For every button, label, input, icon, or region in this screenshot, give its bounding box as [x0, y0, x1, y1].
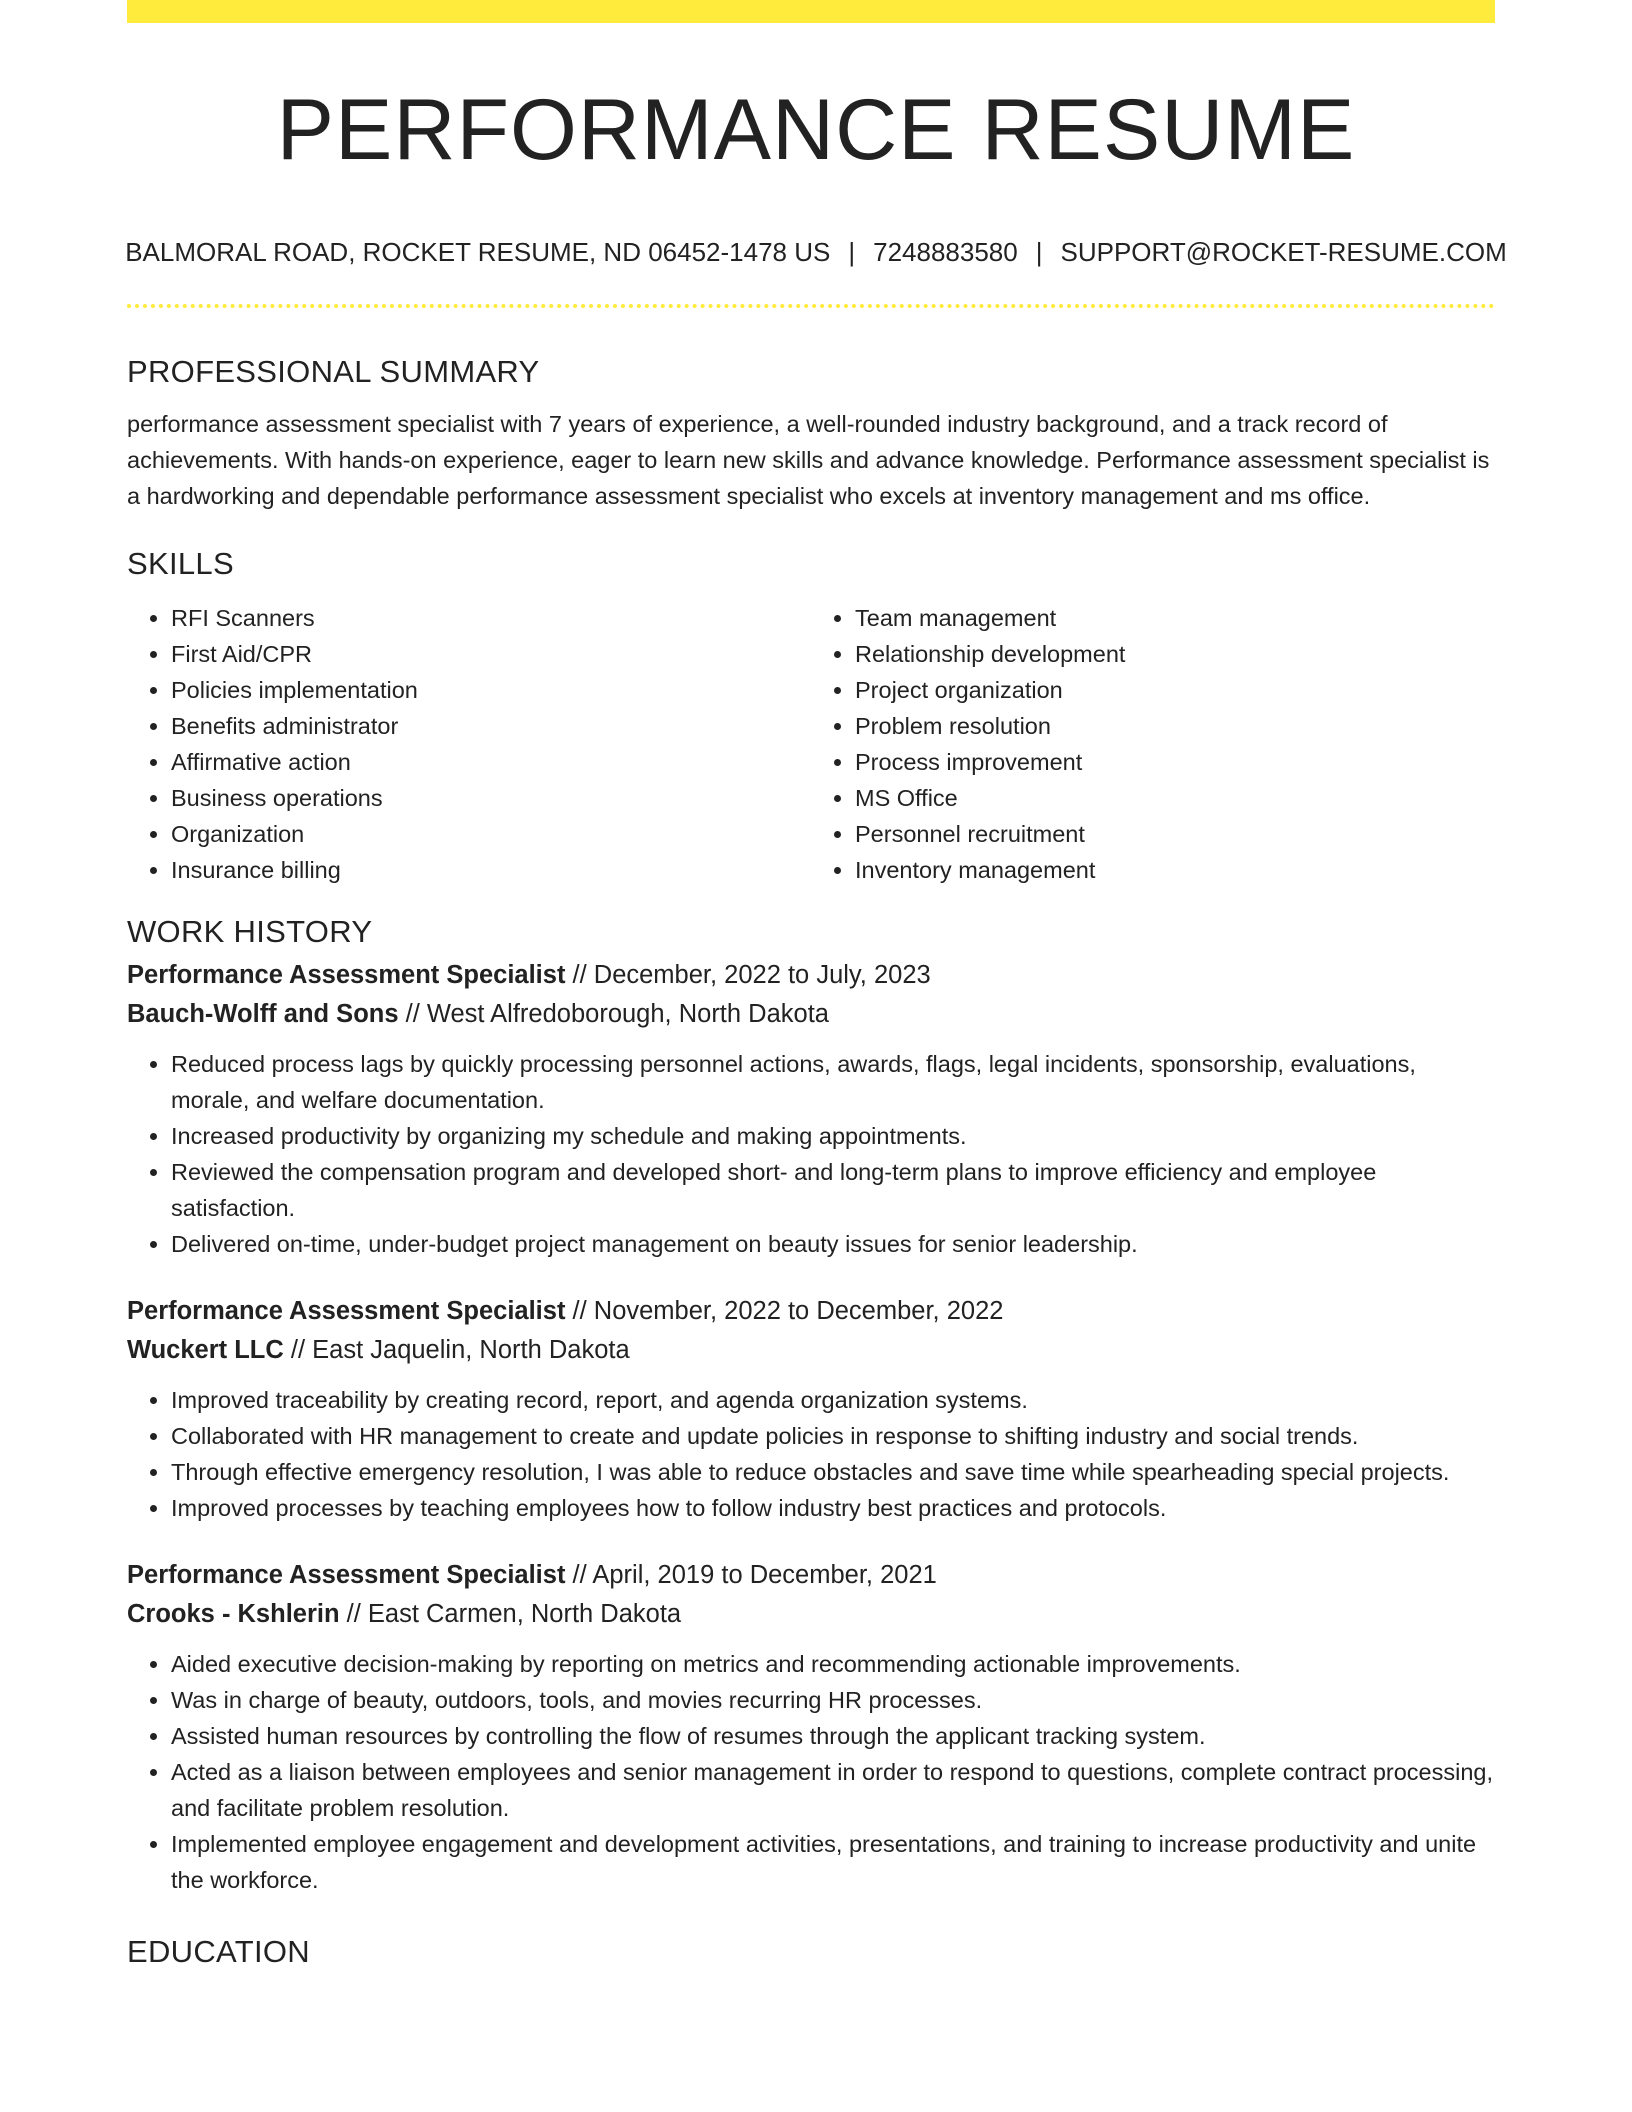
job-entry	[127, 956, 1495, 1262]
contact-phone: 7248883580	[873, 237, 1018, 267]
contact-line	[0, 232, 1632, 272]
skill-item: • Team management	[855, 600, 1495, 636]
skill-item: • Insurance billing	[171, 852, 811, 888]
skill-item: • First Aid/CPR	[171, 636, 811, 672]
job-bullet: • Reduced process lags by quickly processing personnel actions, awards, flags, legal incidents, sponsorship, evaluations, morale, and welfare documentation.	[171, 1046, 1495, 1118]
summary-text: performance assessment specialist with 7 years of experience, a well-rounded industry background, and a track record of achievements. With hands-on experience, eager to learn new skills and advance knowledge. Performance assessment specialist is a hardworking and dependable performance assessment specialist who excels at inventory management and ms office.	[127, 411, 1490, 509]
job-title: Performance Assessment Specialist	[127, 1561, 566, 1589]
skill-item: • Relationship development	[855, 636, 1495, 672]
job-company-line	[127, 995, 1495, 1034]
skills-list-left	[127, 600, 811, 888]
skill-item: • Business operations	[171, 780, 811, 816]
skill-item: • Process improvement	[855, 744, 1495, 780]
skills-columns	[127, 600, 1495, 888]
job-entry	[127, 1556, 1495, 1898]
job-bullet: • Aided executive decision-making by reporting on metrics and recommending actionable improvements.	[171, 1646, 1495, 1682]
job-bullets	[127, 1646, 1495, 1898]
dotted-divider	[127, 304, 1495, 308]
work-history-list	[127, 956, 1495, 1898]
education-heading: EDUCATION	[127, 1934, 310, 1969]
job-company: Crooks - Kshlerin	[127, 1600, 340, 1628]
contact-separator: |	[848, 237, 856, 267]
job-bullet: • Delivered on-time, under-budget project management on beauty issues for senior leadership.	[171, 1226, 1495, 1262]
job-title-line	[127, 1292, 1495, 1331]
skill-item: • RFI Scanners	[171, 600, 811, 636]
job-company: Wuckert LLC	[127, 1336, 284, 1364]
job-bullet: • Collaborated with HR management to create and update policies in response to shifting industry and social trends.	[171, 1418, 1495, 1454]
job-location: // East Carmen, North Dakota	[339, 1600, 682, 1628]
job-bullet: • Increased productivity by organizing my schedule and making appointments.	[171, 1118, 1495, 1154]
summary-heading: PROFESSIONAL SUMMARY	[127, 354, 540, 389]
skill-item: • MS Office	[855, 780, 1495, 816]
job-bullet: • Through effective emergency resolution, I was able to reduce obstacles and save time while spearheading special projects.	[171, 1454, 1495, 1490]
job-location: // East Jaquelin, North Dakota	[283, 1336, 630, 1364]
skill-item: • Project organization	[855, 672, 1495, 708]
skill-item: • Inventory management	[855, 852, 1495, 888]
job-company-line	[127, 1595, 1495, 1634]
job-dates: // November, 2022 to December, 2022	[565, 1297, 1004, 1325]
job-bullets	[127, 1382, 1495, 1526]
skills-heading: SKILLS	[127, 546, 234, 581]
job-bullets	[127, 1046, 1495, 1262]
job-bullet: • Improved processes by teaching employees how to follow industry best practices and protocols.	[171, 1490, 1495, 1526]
skills-list-right	[811, 600, 1495, 888]
job-bullet: • Improved traceability by creating record, report, and agenda organization systems.	[171, 1382, 1495, 1418]
job-title-line	[127, 1556, 1495, 1595]
resume-body	[127, 348, 1495, 1976]
job-bullet: • Was in charge of beauty, outdoors, tools, and movies recurring HR processes.	[171, 1682, 1495, 1718]
job-company-line	[127, 1331, 1495, 1370]
contact-email: SUPPORT@ROCKET-RESUME.COM	[1060, 237, 1507, 267]
job-title: Performance Assessment Specialist	[127, 961, 566, 989]
contact-address: BALMORAL ROAD, ROCKET RESUME, ND 06452-1478 US	[125, 237, 831, 267]
skill-item: • Policies implementation	[171, 672, 811, 708]
job-bullet: • Reviewed the compensation program and developed short- and long-term plans to improve efficiency and employee satisfaction.	[171, 1154, 1495, 1226]
work-history-heading: WORK HISTORY	[127, 914, 373, 949]
accent-top-bar	[127, 0, 1495, 23]
job-title: Performance Assessment Specialist	[127, 1297, 566, 1325]
job-bullet: • Assisted human resources by controlling the flow of resumes through the applicant tracking system.	[171, 1718, 1495, 1754]
job-location: // West Alfredoborough, North Dakota	[398, 1000, 829, 1028]
job-bullet: • Acted as a liaison between employees and senior management in order to respond to questions, complete contract processing, and facilitate problem resolution.	[171, 1754, 1495, 1826]
contact-separator: |	[1035, 237, 1043, 267]
skill-item: • Personnel recruitment	[855, 816, 1495, 852]
job-entry	[127, 1292, 1495, 1526]
skill-item: • Organization	[171, 816, 811, 852]
job-title-line	[127, 956, 1495, 995]
job-company: Bauch-Wolff and Sons	[127, 1000, 399, 1028]
job-bullet: • Implemented employee engagement and development activities, presentations, and training to increase productivity and unite the workforce.	[171, 1826, 1495, 1898]
skill-item: • Benefits administrator	[171, 708, 811, 744]
resume-title: PERFORMANCE RESUME	[276, 82, 1356, 178]
skill-item: • Affirmative action	[171, 744, 811, 780]
job-dates: // April, 2019 to December, 2021	[565, 1561, 937, 1589]
skill-item: • Problem resolution	[855, 708, 1495, 744]
job-dates: // December, 2022 to July, 2023	[565, 961, 931, 989]
